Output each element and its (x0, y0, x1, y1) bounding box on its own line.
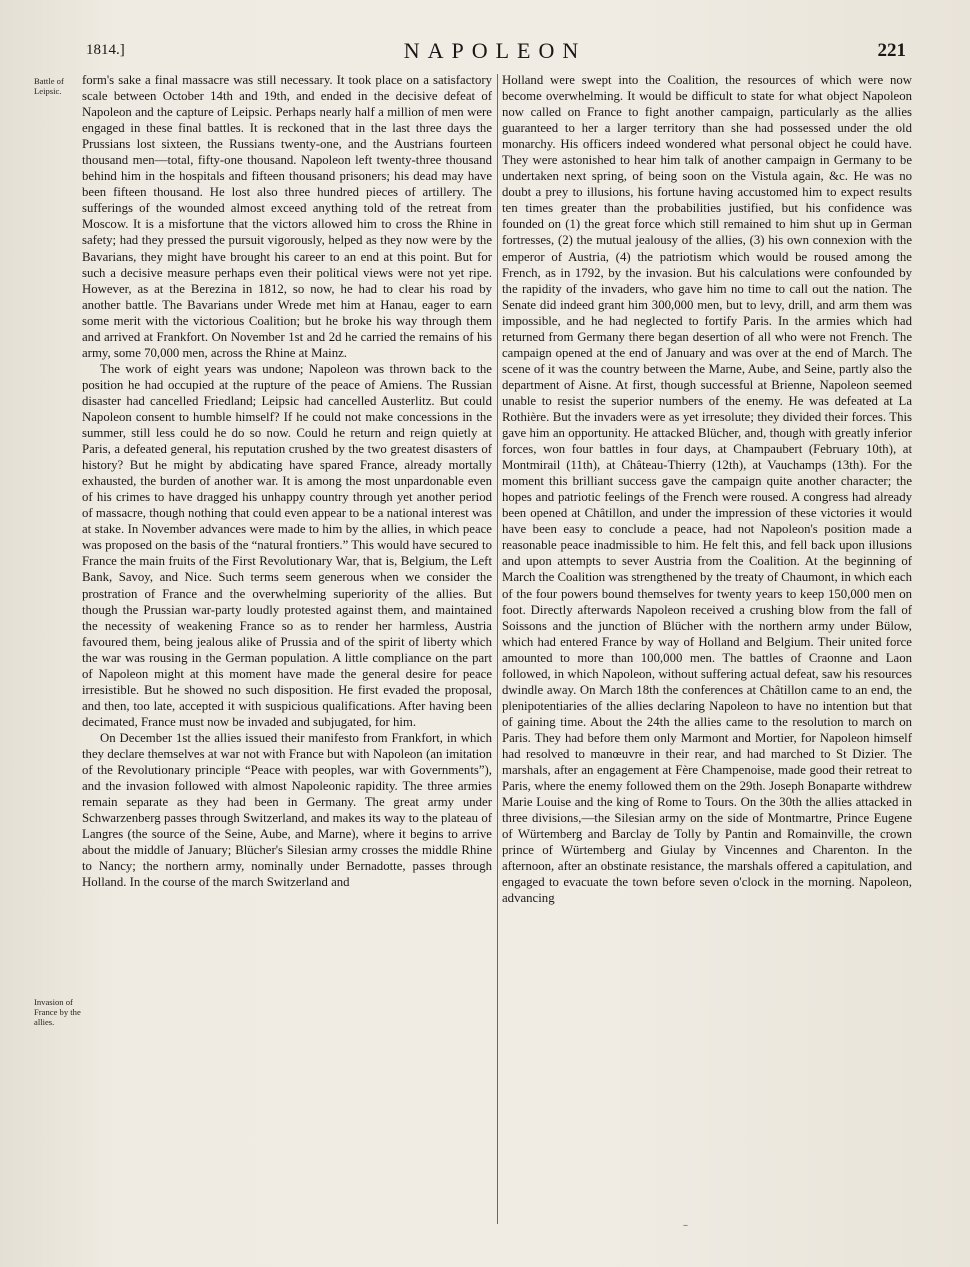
paragraph: The work of eight years was undone; Napoleon was thrown back to the position he had occupied at the rupture of the peace of Amiens. The Russian disaster had cancelled Friedland; Leipsic had cancelled Austerlitz. But could Napoleon consent to humble himself? If he could not make concessions in the summer, still less could he do so now. Could he return and reign quietly at Paris, a defeated general, his reputation crushed by the two greatest disasters of history? But he might by abdicating have spared France, already mortally exhausted, the burden of another war. It is among the most unpardonable even of his crimes to have dragged his unhappy country through yet another period of massacre, though nothing that could even appear to be a national interest was at stake. In November advances were made to him by the allies, in which peace was proposed on the basis of the “natural frontiers.” This would have secured to France the main fruits of the First Revolutionary War, that is, Belgium, the Left Bank, Savoy, and Nice. Such terms seem generous when we consider the prostration of France and the overwhelming superiority of the allies. But though the Prussian war-party loudly protested against them, and maintained the necessity of weakening France so as to render her harmless, Austria favoured them, being jealous alike of Prussia and of the spirit of liberty which the war was rousing in the German population. A little compliance on the part of Napoleon might at this moment have made the general desire for peace irresistible. But he showed no such disposition. He first evaded the proposal, and then, too late, accepted it with suspicious qualifications. After having been decimated, France must now be invaded and subjugated, for him. (82, 361, 492, 729)
header-date: 1814.] (86, 42, 125, 58)
left-column (82, 72, 492, 1232)
right-column (502, 72, 912, 1232)
header-title: NAPOLEON (403, 38, 587, 63)
margin-note-battle-of-leipsic: Battle of Leipsic. (34, 76, 64, 96)
footer-mark: – (683, 1220, 688, 1231)
paragraph: On December 1st the allies issued their manifesto from Frankfort, in which they declare themselves at war not with France but with Napoleon (an imitation of the Revolutionary principle “Peace with peoples, war with Governments”), and the invasion followed with almost Napoleonic rapidity. The three armies remain separate as they had been in Germany. The great army under Schwarzenberg passes through Switzerland, and makes its way to the plateau of Langres (the source of the Seine, Aube, and Marne), where it begins to arrive about the middle of January; Blücher's Silesian army crosses the middle Rhine to Nancy; the northern army, nominally under Bernadotte, passes through Holland. In the course of the march Switzerland and (82, 730, 492, 890)
column-divider (497, 74, 498, 1224)
page-number: 221 (877, 40, 906, 61)
paragraph: form's sake a final massacre was still necessary. It took place on a satisfactory scale between October 14th and 19th, and ended in the decisive defeat of Napoleon and the capture of Leipsic. Perhaps nearly half a million of men were engaged in these final battles. It is reckoned that in the last three days the Prussians lost sixteen, the Russians twenty-one, and the Austrians fourteen thousand men—total, fifty-one thousand. Napoleon left twenty-three thousand behind him in the hospitals and fifteen thousand prisoners; his dead may have been fifteen thousand. He lost also three hundred pieces of artillery. The sufferings of the wounded almost exceed anything told of the retreat from Moscow. It is a misfortune that the victors allowed him to cross the Rhine in safety; had they pressed the pursuit vigorously, helped as they now were by the Bavarians, they might have brought his career to an end at this point. But for such a decisive measure perhaps even their political views were not yet ripe. However, as at the Berezina in 1812, so now, he had to clear his road by another battle. The Bavarians under Wrede met him at Hanau, eager to earn some merit with the victorious Coalition; but he broke his way through them and arrived at Frankfort. On November 1st and 2d he carried the remains of his army, some 70,000 men, across the Rhine at Mainz. (82, 73, 492, 360)
paragraph: Holland were swept into the Coalition, the resources of which were now become overwhelming. It would be difficult to state for what object Napoleon now called on France to fight another campaign, particularly as the allies guaranteed to her a larger territory than she had possessed under the old monarchy. His officers indeed wondered what personal object he could have. They were astonished to hear him talk of another campaign in Germany to be undertaken next spring, of being soon on the Vistula again, &c. He was no doubt a prey to illusions, his fortune having accustomed him to expect results ten times greater than the probabilities justified, but his confidence was founded on (1) the great force which still remained to him shut up in German fortresses, (2) the mutual jealousy of the allies, (3) his own connexion with the emperor of Austria, (4) the patriotism which would be roused among the French, as in 1792, by the invasion. But his calculations were confounded by the rapidity of the invaders, who gave him no time to call out the nation. The Senate did indeed grant him 300,000 men, but to levy, drill, and arm them was impossible, and he had neglected to fortify Paris. In the armies which had returned from Germany there began desertion of all who were not French. The campaign opened at the end of January and was over at the end of March. The scene of it was the country between the Marne, Aube, and Seine, partly also the department of Aisne. At first, though successful at Brienne, Napoleon seemed unable to resist the superior numbers of the enemy. He was defeated at La Rothière. But the invaders were as yet irresolute; they divided their forces. This gave him an opportunity. He attacked Blücher, and, though with greatly inferior forces, won four battles in four days, at Champaubert (February 10th), at Montmirail (11th), at Château-Thierry (12th), at Vauchamps (13th). For the moment this brilliant success gave the campaign quite another character; the hopes and patriotic feelings of the French were roused. A congress had already been opened at Châtillon, and under the impression of these victories it would have been easy to conclude a peace, had not Napoleon's position made a reasonable peace inadmissible to him. He felt this, and fell back upon illusions and upon attempts to sever Austria from the Coalition. At the beginning of March the Coalition was strengthened by the treaty of Chaumont, in which each of the four powers bound themselves for twenty years to keep 150,000 men on foot. Directly afterwards Napoleon received a crushing blow from the fall of Soissons and the junction of Blücher with the northern army under Bülow, which had entered France by way of Holland and Belgium. Their united force amounted to more than 100,000 men. The battles of Craonne and Laon followed, in which Napoleon, without suffering actual defeat, saw his resources dwindle away. On March 18th the conferences at Châtillon came to an end, the plenipotentiaries of the allies declaring Napoleon to have no intention but that of gaining time. About the 24th the allies came to the resolution to march on Paris. They had before them only Marmont and Mortier, for Napoleon himself had resolved to manœuvre in their rear, and had marched to St Dizier. The marshals, after an engagement at Fère Champenoise, made good their retreat to Paris, where the enemy followed them on the 29th. Joseph Bonaparte withdrew Marie Louise and the king of Rome to Tours. On the 30th the allies attacked in three divisions,—the Silesian army on the side of Montmartre, Prince Eugene of Würtemberg and Barclay de Tolly by Pantin and Romainville, the crown prince of Würtemberg and Giulay by Vincennes and Charenton. In the afternoon, after an obstinate resistance, the marshals offered a capitulation, and engaged to evacuate the town before seven o'clock in the morning. Napoleon, advancing (502, 73, 912, 906)
running-header (80, 36, 910, 66)
margin-note-invasion-of-france: Invasion of France by the allies. (34, 997, 81, 1027)
